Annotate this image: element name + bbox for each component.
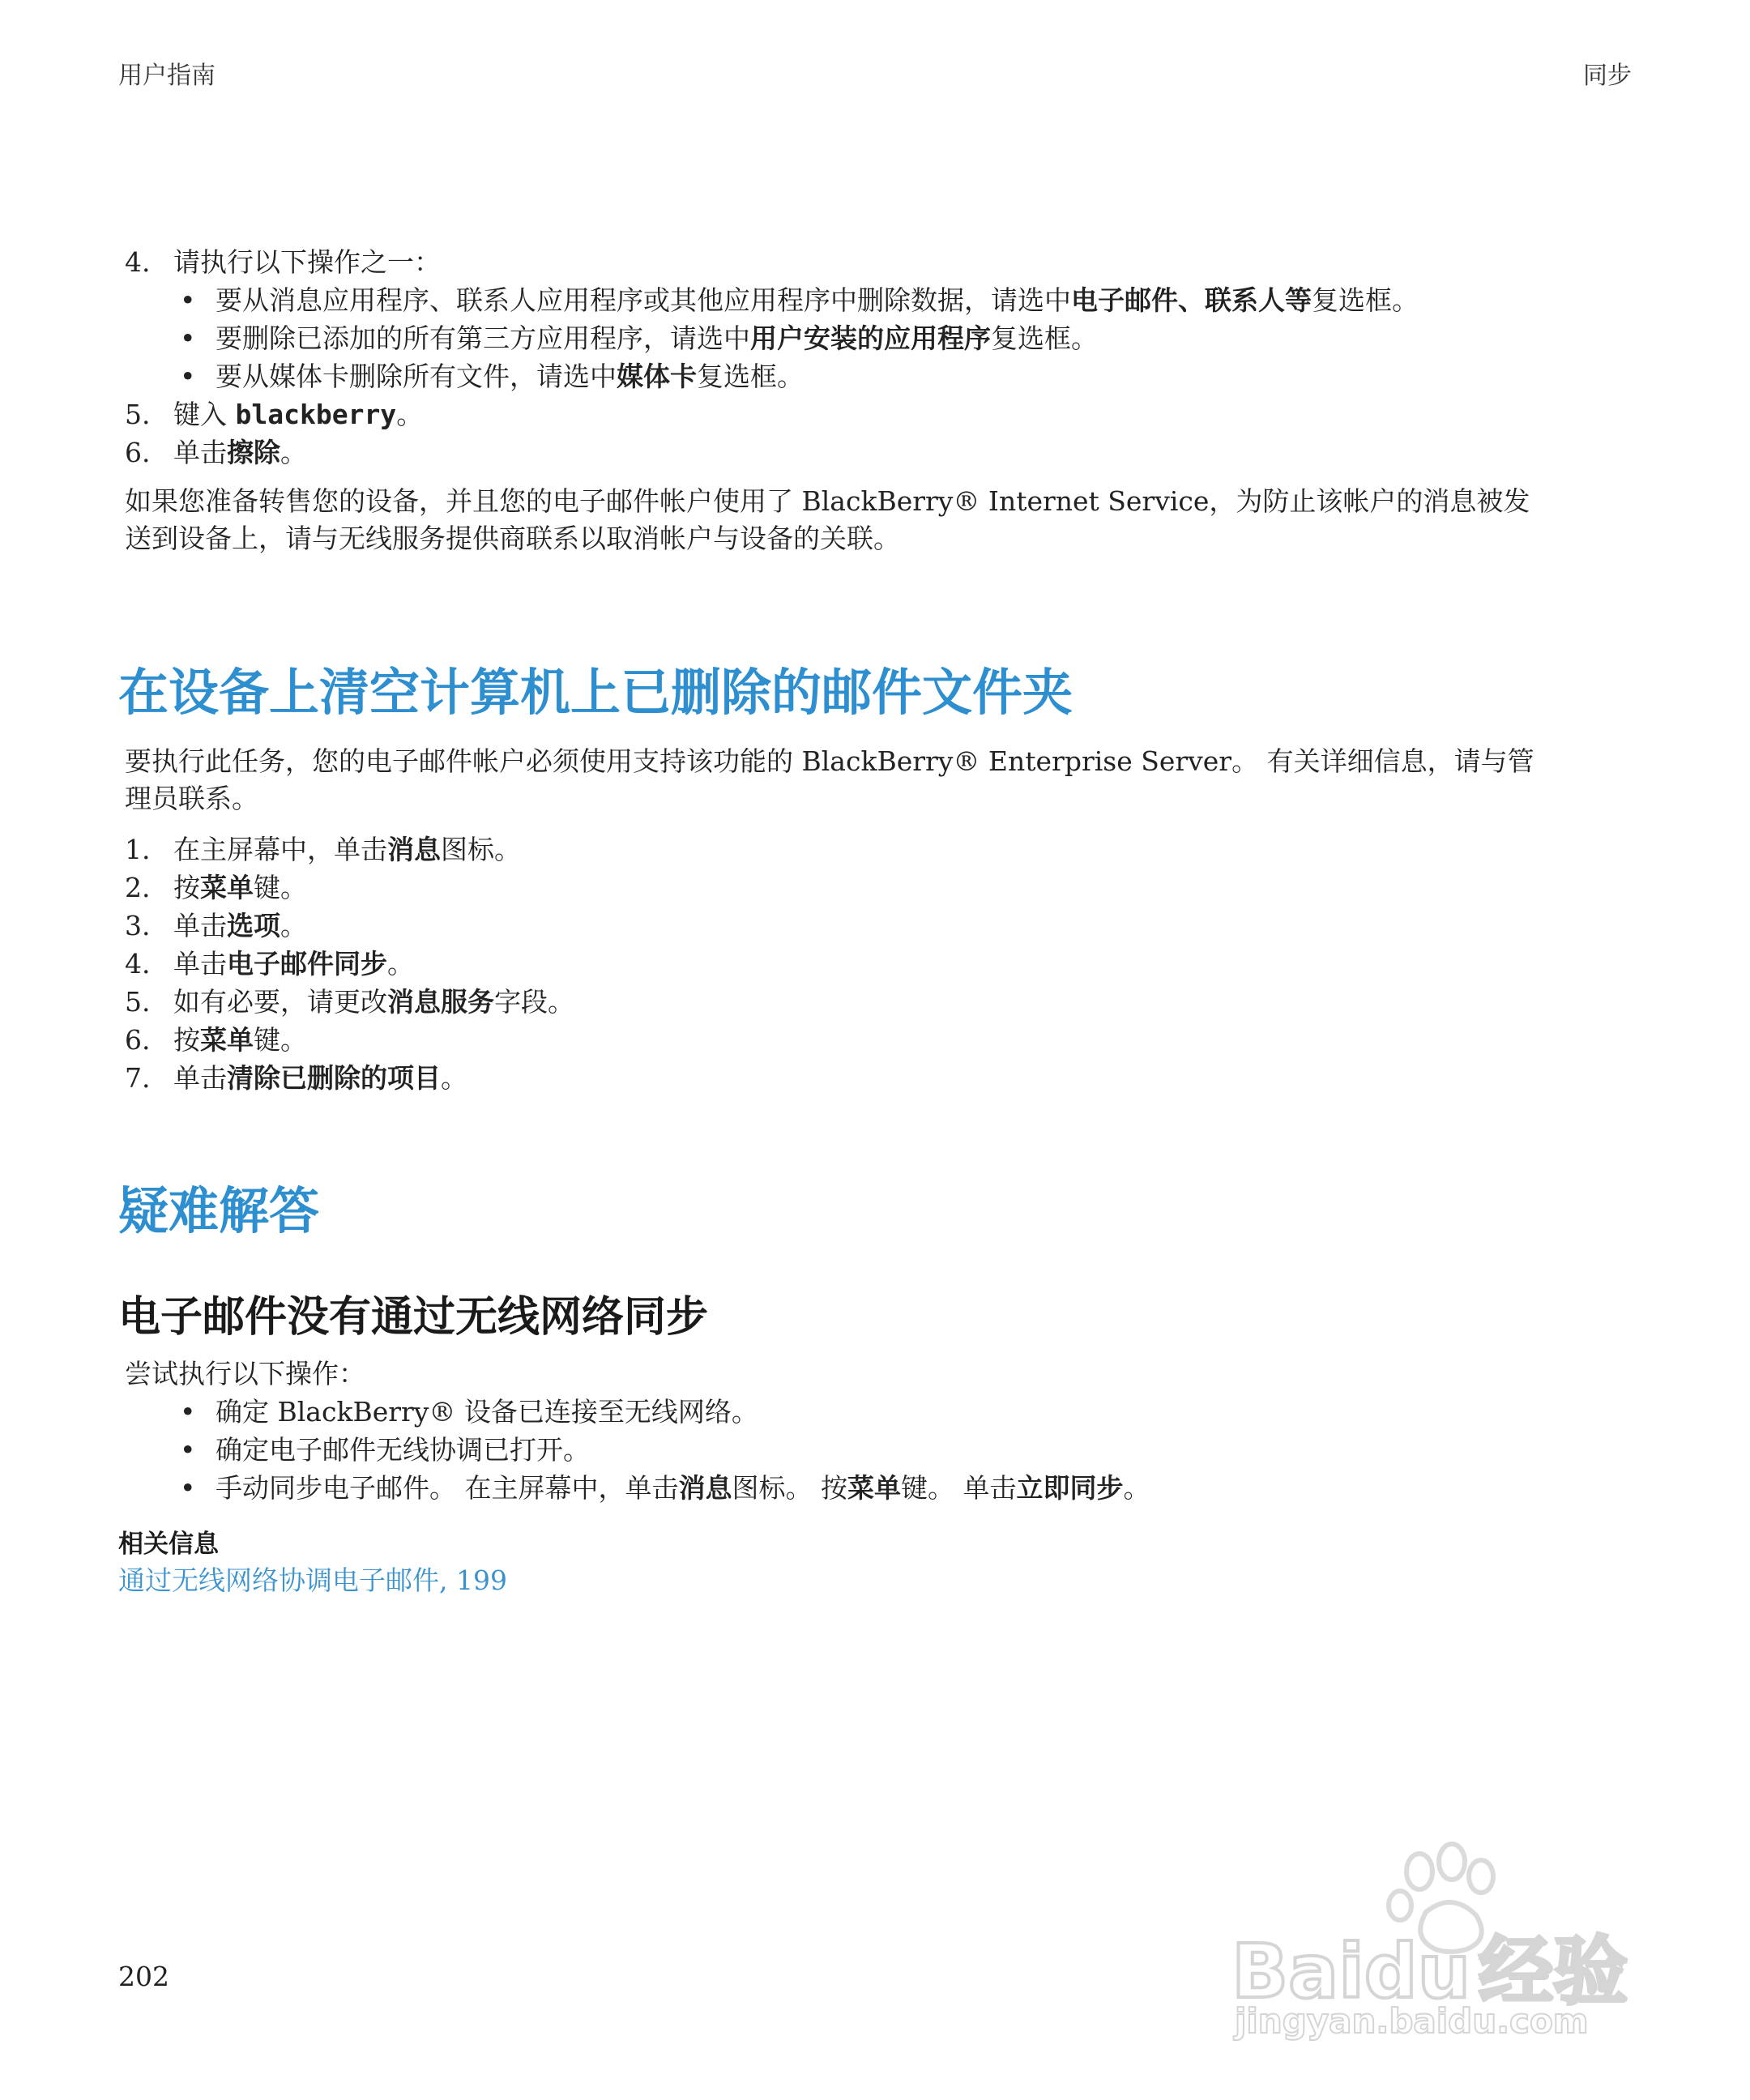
bullet-item: • 确定电子邮件无线协调已打开。 [180,1434,590,1466]
subsection-title: 电子邮件没有通过无线网络同步 [118,1293,709,1342]
related-info-heading: 相关信息 [118,1530,219,1559]
bullet-item: • 要从消息应用程序、联系人应用程序或其他应用程序中删除数据，请选中电子邮件、联系人等复选框。 [180,284,1419,316]
step-5: 5. 键入 blackberry。 [125,399,424,430]
related-info-link[interactable]: 通过无线网络协调电子邮件, 199 [118,1564,507,1596]
steps-continued [118,243,1641,557]
bullet-item: • 要从媒体卡删除所有文件，请选中媒体卡复选框。 [180,361,804,392]
resale-note: 如果您准备转售您的设备，并且您的电子邮件帐户使用了 BlackBerry® Internet Service，为防止该帐户的消息被发 送到设备上，请与无线服务提供商联系以取消帐户与设备的关联。 [125,485,1530,554]
header-section: 同步 [1583,62,1632,90]
section-clear-deleted [118,660,1641,1097]
step-6: 6. 单击擦除。 [125,437,307,468]
header-title: 用户指南 [118,62,216,90]
watermark-brand: Baidu [1231,1928,1471,2015]
subsection-intro: 尝试执行以下操作： [125,1358,365,1389]
step-4: 4. 请执行以下操作之一： [125,246,441,278]
bullet-item: • 确定 BlackBerry® 设备已连接至无线网络。 [180,1396,758,1428]
watermark-brand-cn: 经验 [1479,1928,1628,2015]
step-item: 5. 如有必要，请更改消息服务字段。 [125,986,574,1018]
section-title: 疑难解答 [118,1181,320,1240]
section-troubleshooting [118,1179,1641,1598]
step-item: 4. 单击电子邮件同步。 [125,948,414,980]
page-number: 202 [118,1961,169,1992]
baidu-watermark [1223,1839,1645,2042]
step-item: 1. 在主屏幕中，单击消息图标。 [125,834,521,865]
section-intro: 要执行此任务，您的电子邮件帐户必须使用支持该功能的 BlackBerry® Enterprise Server。 有关详细信息，请与管 理员联系。 [125,745,1534,814]
step-item: 3. 单击选项。 [125,910,307,941]
step-item: 7. 单击清除已删除的项目。 [125,1062,467,1094]
bullet-item: • 手动同步电子邮件。 在主屏幕中，单击消息图标。 按菜单键。 单击立即同步。 [180,1472,1150,1504]
section-title: 在设备上清空计算机上已删除的邮件文件夹 [118,663,1073,722]
step-item: 6. 按菜单键。 [125,1024,307,1056]
bullet-item: • 要删除已添加的所有第三方应用程序，请选中用户安装的应用程序复选框。 [180,322,1098,354]
step-item: 2. 按菜单键。 [125,872,307,903]
watermark-url: jingyan.baidu.com [1235,2001,1589,2041]
